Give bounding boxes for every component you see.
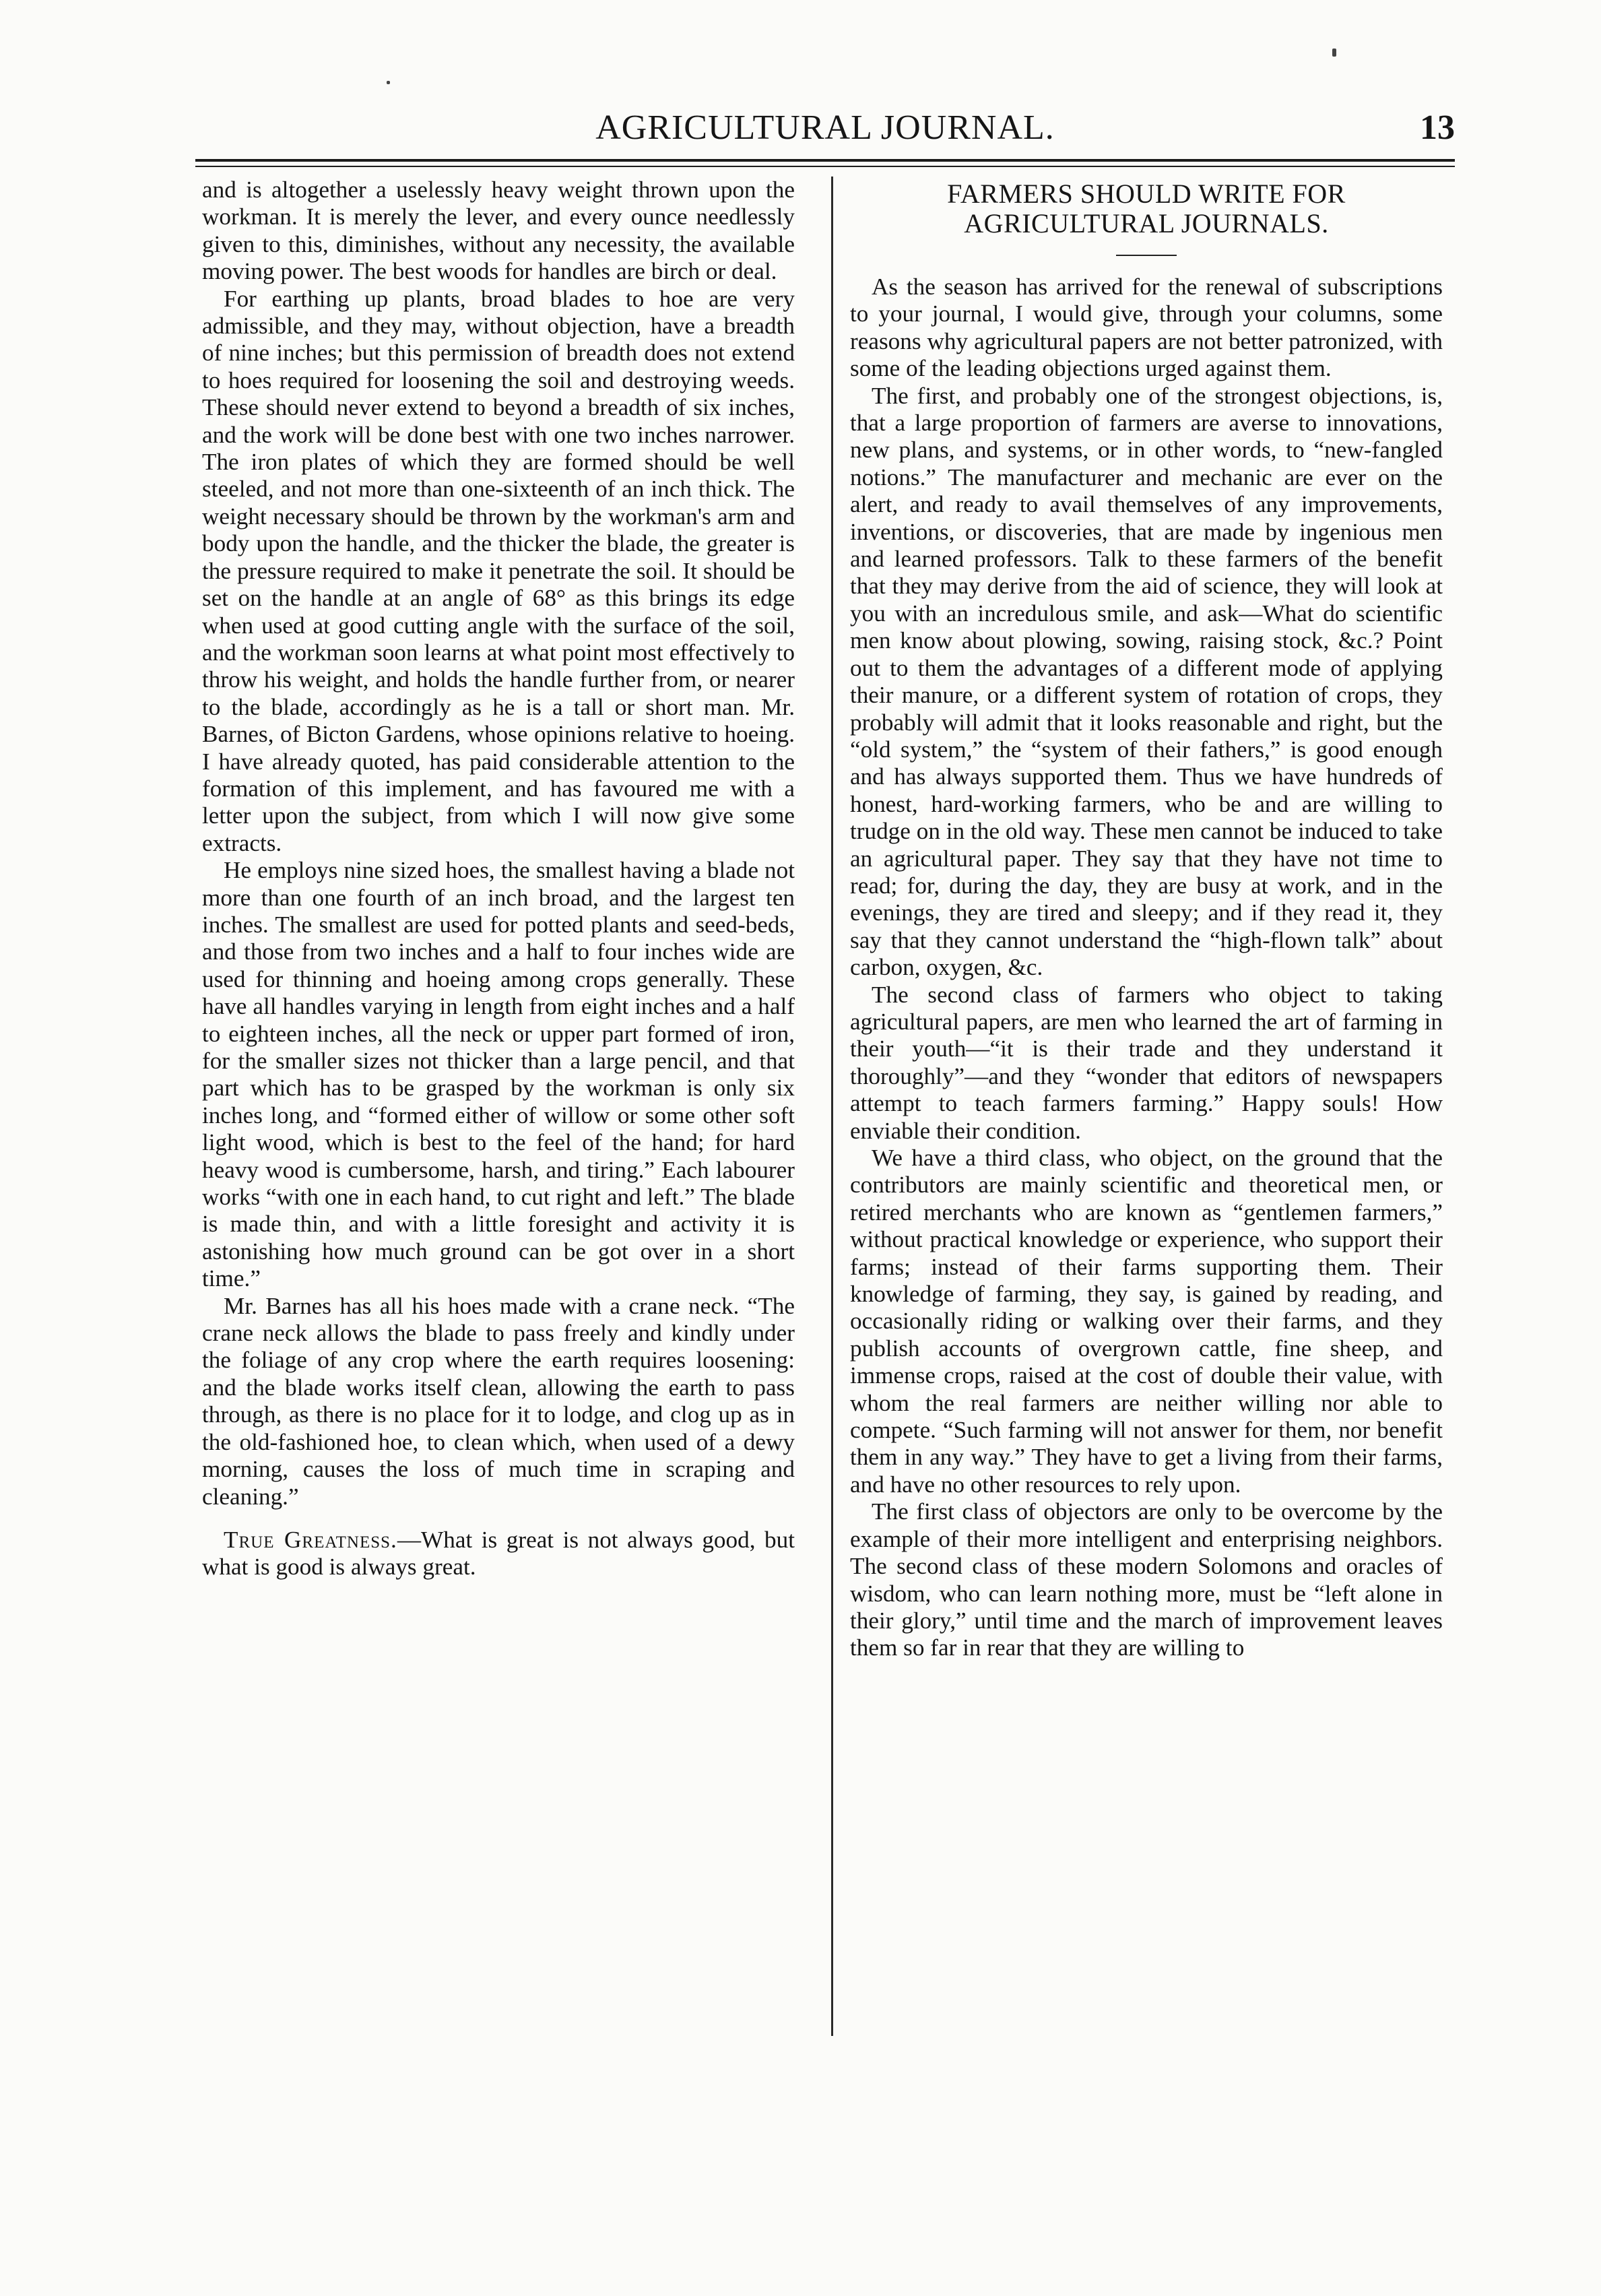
article-title: FARMERS SHOULD WRITE FOR AGRICULTURAL JOURNALS. [947, 179, 1346, 238]
column-divider [831, 177, 833, 2036]
right-paragraph: As the season has arrived for the renewal of subscriptions to your journal, I would give, through your columns, some reasons why agricultural papers are not better patronized, with some of the leading objections urged against them. [850, 274, 1443, 382]
running-title: AGRICULTURAL JOURNAL. [595, 108, 1055, 147]
page-number: 13 [1420, 108, 1455, 147]
print-speck [387, 81, 390, 84]
header-rule-thick [195, 159, 1455, 162]
right-paragraph: The first class of objectors are only to be overcome by the example of their more intelligent and enterprising neighbors. The second class of these modern Solomons and oracles of wisdom, who can learn nothing more, must be “left alone in their glory,” until time and the march of improvement leaves them so far in rear that they are willing to [850, 1498, 1443, 1661]
true-greatness-paragraph [202, 1527, 795, 1581]
right-paragraph: The second class of farmers who object to taking agricultural papers, are men who learned the art of farming in their youth—“it is their trade and they understand it thoroughly”—and they “wonder that editors of newspapers attempt to teach farmers farming.” Happy souls! How enviable their condition. [850, 981, 1443, 1144]
left-paragraph: Mr. Barnes has all his hoes made with a crane neck. “The crane neck allows the blade to pass freely and kindly under the foliage of any crop where the earth requires loosening: and the blade works itself clean, allowing the earth to pass through, as there is no place for it to lodge, and clog up as in the old-fashioned hoe, to clean which, when used of a dewy morning, causes the loss of much time in scraping and cleaning.” [202, 1292, 795, 1510]
right-paragraph: The first, and probably one of the strongest objections, is, that a large proportion of farmers are averse to innovations, new plans, and systems, or in other words, to “new-fangled notions.” The manufacturer and mechanic are ever on the alert, and ready to avail themselves of any improvements, inventions, or discoveries, that are made by ingenious men and learned professors. Talk to these farmers of the benefit that they may derive from the aid of science, they will look at you with an incredulous smile, and ask—What do scientific men know about plowing, sowing, raising stock, &c.? Point out to them the advantages of a different mode of applying their manure, or a different system of rotation of crops, they probably will admit that it looks reasonable and right, but the “old system,” the “system of their fathers,” is good enough and has always supported them. Thus we have hundreds of honest, hard-working farmers, who be and are willing to trudge on in the old way. These men cannot be induced to take an agricultural paper. They say that they have not time to read; for, during the day, they are busy at work, and in the evenings, they are tired and sleepy; and if they read it, they say that they cannot understand the “high-flown talk” about carbon, oxygen, &c. [850, 382, 1443, 981]
header-rule-thin [195, 166, 1455, 167]
print-speck [1332, 49, 1336, 57]
right-paragraph: We have a third class, who object, on the ground that the contributors are mainly scientific and theoretical men, or retired merchants who are known as “gentlemen farmers,” without practical knowledge or experience, who support their farms; instead of their farms supporting them. Their knowledge of farming, they say, is gained by reading, and occasionally riding or walking over their farms, and they publish accounts of overgrown cattle, fine sheep, and immense crops, raised at the cost of double their value, with whom the real farmers are neither willing nor able to compete. “Such farming will not answer for them, nor benefit them in any way.” They have to get a living from their farms, and have no other resources to rely upon. [850, 1145, 1443, 1498]
true-greatness-label: True Greatness. [224, 1526, 397, 1553]
page-header [195, 101, 1455, 155]
right-column [850, 177, 1443, 1662]
left-paragraph: He employs nine sized hoes, the smallest having a blade not more than one fourth of an inch broad, and the largest ten inches. The smallest are used for potted plants and seed-beds, and those from two inches and a half to four inches wide are used for thinning and hoeing among crops generally. These have all handles varying in length from eight inches and a half to eighteen inches, all the neck or upper part formed of iron, for the smaller sizes not thicker than a large pencil, and that part which has to be grasped by the workman is only six inches long, and “formed either of willow or some other soft light wood, which is best to the feel of the hand; for hard heavy wood is cumbersome, harsh, and tiring.” Each labourer works “with one in each hand, to cut right and left.” The blade is made thin, and with a little foresight and activity it is astonishing how much ground can be got over in a short time.” [202, 857, 795, 1292]
left-column [202, 177, 795, 1581]
true-greatness-text: —What is great is not always good, but what is good is always great. [202, 1526, 795, 1581]
left-paragraph: For earthing up plants, broad blades to hoe are very admissible, and they may, without objection, have a breadth of nine inches; but this permission of breadth does not extend to hoes required for loosening the soil and destroying weeds. These should never extend to beyond a breadth of six inches, and the work will be done best with one two inches narrower. The iron plates of which they are formed should be well steeled, and not more than one-sixteenth of an inch thick. The weight necessary should be thrown by the workman's arm and body upon the handle, and the thicker the blade, the greater is the pressure required to make it penetrate the soil. It should be set on the handle at an angle of 68° as this brings its edge when used at good cutting angle with the surface of the soil, and the workman soon learns at what point most effectively to throw his weight, and holds the handle further from, or nearer to the blade, accordingly as he is a tall or short man. Mr. Barnes, of Bicton Gardens, whose opinions relative to hoeing. I have already quoted, has paid considerable attention to the formation of this implement, and has favoured me with a letter upon the subject, from which I will now give some extracts. [202, 285, 795, 856]
title-rule [1116, 255, 1177, 256]
paragraph-gap [202, 1510, 795, 1527]
left-paragraph: and is altogether a uselessly heavy weight thrown upon the workman. It is merely the lever, and every ounce needlessly given to this, diminishes, without any necessity, the available moving power. The best woods for handles are birch or deal. [202, 177, 795, 285]
